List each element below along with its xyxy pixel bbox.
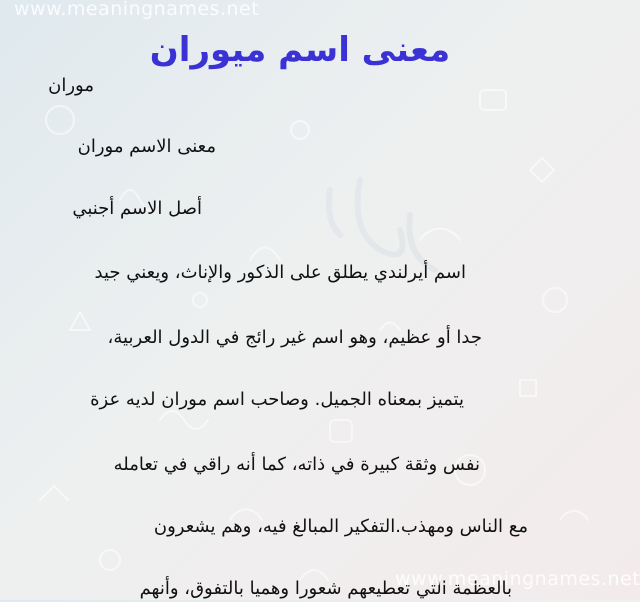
text-line-meaning-heading: معنى الاسم موران <box>77 136 216 157</box>
text-line-description-1: اسم أيرلندي يطلق على الذكور والإناث، ويعني جيد <box>94 262 466 283</box>
text-line-name: موران <box>48 75 94 96</box>
text-line-description-3: يتميز بمعناه الجميل. وصاحب اسم موران لديه عزة <box>90 389 464 410</box>
text-line-origin: أصل الاسم أجنبي <box>72 198 202 219</box>
text-line-description-5: مع الناس ومهذب.التفكير المبالغ فيه، وهم يشعرون <box>153 516 528 537</box>
text-line-description-4: نفس وثقة كبيرة في ذاته، كما أنه راقي في تعامله <box>113 454 480 475</box>
text-line-description-6: بالعظمة التي تعطيعهم شعورا وهميا بالتفوق، وأنهم <box>139 578 512 599</box>
text-line-description-2: جدا أو عظيم، وهو اسم غير رائج في الدول العربية، <box>107 327 482 348</box>
page-title: معنى اسم ميوران <box>149 29 451 70</box>
watermark-bottom: www.meaningnames.net <box>395 568 640 590</box>
watermark-top: www.meaningnames.net <box>14 0 260 20</box>
